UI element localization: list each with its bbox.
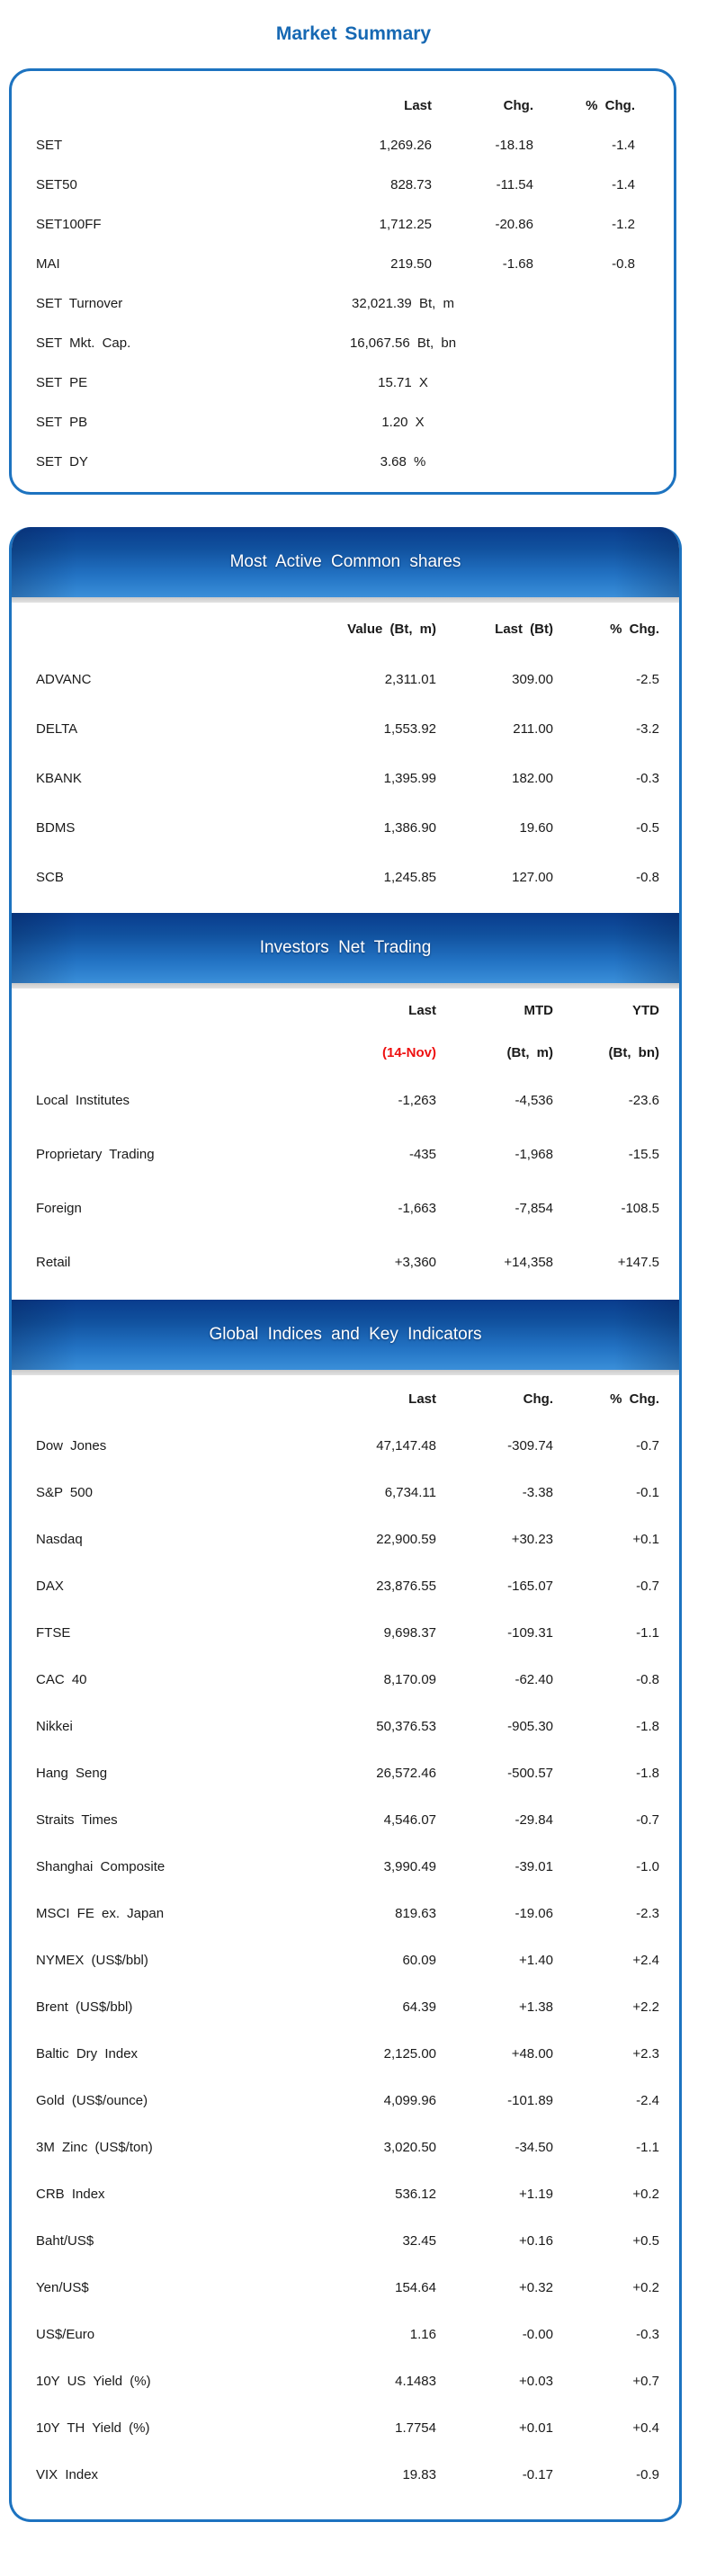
row-label: DAX [36,1578,64,1594]
table-row [12,204,674,244]
table-row [12,2077,679,2124]
cell-chg: +0.16 [519,2232,553,2249]
cell-chg: +0.03 [519,2373,553,2389]
table-row [12,2451,679,2498]
table-row [12,1469,679,1516]
cell-chg: -0.00 [522,2326,553,2342]
table-row [12,2217,679,2264]
cell-pct-chg: -0.3 [636,771,659,786]
row-label: Shanghai Composite [36,1858,166,1874]
cell-last: 828.73 [390,176,432,192]
cell-last: 64.39 [402,1999,436,2015]
row-label: Proprietary Trading [36,1146,155,1162]
table-row [12,1516,679,1562]
row-label: MSCI FE ex. Japan [36,1905,165,1921]
column-subheader-date: (14-Nov) [381,1044,436,1060]
table-row [12,1749,679,1796]
cell-pct-chg: +0.1 [632,1531,659,1547]
row-label: Local Institutes [36,1092,130,1108]
cell-last: 182.00 [512,771,553,786]
cell-pct-chg: +2.4 [632,1952,659,1968]
cell-mtd: -4,536 [515,1092,553,1108]
cell-ytd: -23.6 [628,1092,659,1108]
set-summary-info-rows [12,283,674,481]
cell-last: 6,734.11 [384,1484,436,1500]
cell-chg: -101.89 [507,2092,553,2108]
set-summary-box [9,68,676,495]
cell-last: 3,020.50 [383,2139,436,2155]
column-header-last: Last [404,97,432,113]
cell-chg: -0.17 [522,2466,553,2482]
cell-last: 1,269.26 [379,137,432,153]
cell-mtd: -1,968 [515,1146,553,1162]
cell-chg: -905.30 [507,1718,553,1734]
sections-box [9,527,682,2522]
row-label: CAC 40 [36,1671,87,1687]
table-row [12,244,674,283]
most-active-rows [12,655,679,913]
cell-chg: +0.01 [519,2419,553,2436]
table-row [12,2124,679,2170]
cell-pct-chg: -1.1 [636,1624,659,1641]
cell-last: 23,876.55 [376,1578,436,1594]
table-row [12,323,674,362]
cell-chg: -20.86 [495,216,533,232]
table-row [12,1843,679,1890]
cell-pct-chg: -1.8 [636,1765,659,1781]
cell-ytd: -15.5 [628,1146,659,1162]
row-label: FTSE [36,1624,71,1641]
investors-section-header [9,913,682,983]
row-label: S&P 500 [36,1484,93,1500]
cell-chg: +0.32 [519,2279,553,2295]
row-label: Baltic Dry Index [36,2045,139,2062]
cell-pct-chg: -2.4 [636,2092,659,2108]
row-label: SET DY [36,453,88,470]
cell-chg: -62.40 [515,1671,553,1687]
section-title: Investors Net Trading [259,938,432,957]
table-row [12,803,679,853]
cell-ytd: -108.5 [621,1200,659,1216]
row-label: VIX Index [36,2466,99,2482]
investors-header-row-2 [12,1032,679,1073]
row-label: SET [36,137,63,153]
cell-chg: -3.38 [522,1484,553,1500]
table-row [12,283,674,323]
column-header-pct-chg: % Chg. [586,97,635,113]
column-header-last: Last (Bt) [495,621,553,637]
table-row [12,1656,679,1703]
cell-last: 50,376.53 [376,1718,436,1734]
cell-chg: +30.23 [511,1531,553,1547]
cell-pct-chg: -1.4 [612,176,635,192]
cell-pct-chg: -0.7 [636,1437,659,1453]
cell-pct-chg: -1.2 [612,216,635,232]
cell-chg: -309.74 [507,1437,553,1453]
table-row [12,1127,679,1181]
row-label: 10Y TH Yield (%) [36,2419,150,2436]
row-label: Hang Seng [36,1765,108,1781]
cell-chg: -19.06 [515,1905,553,1921]
cell-pct-chg: +0.2 [632,2279,659,2295]
cell-pct-chg: -0.1 [636,1484,659,1500]
cell-last: 47,147.48 [376,1437,436,1453]
cell-pct-chg: -0.7 [636,1811,659,1828]
row-label: SET Mkt. Cap. [36,335,131,351]
table-row [12,1796,679,1843]
row-label: ADVANC [36,672,92,687]
cell-last: 19.60 [519,820,553,836]
cell-pct-chg: -0.8 [612,255,635,272]
cell-last: 4.1483 [395,2373,436,2389]
table-row [12,2264,679,2311]
column-header-last: Last [408,1391,436,1407]
cell-last: 1.7754 [395,2419,436,2436]
column-header-ytd: YTD [632,1002,659,1018]
column-subheader-mtd-unit: (Bt, m) [506,1044,553,1060]
table-row [12,125,674,165]
cell-value: 1,395.99 [383,771,436,786]
cell-pct-chg: -2.5 [636,672,659,687]
row-label: MAI [36,255,60,272]
cell-value: 32,021.39 Bt, m [352,295,454,311]
row-label: SET Turnover [36,295,123,311]
row-label: SET PE [36,374,88,390]
cell-pct-chg: -1.1 [636,2139,659,2155]
cell-pct-chg: -0.8 [636,1671,659,1687]
cell-pct-chg: -1.8 [636,1718,659,1734]
table-row [12,402,674,442]
cell-last: 26,572.46 [376,1765,436,1781]
cell-last: 4,099.96 [383,2092,436,2108]
table-row [12,2357,679,2404]
cell-last: 536.12 [395,2186,436,2202]
cell-chg: +1.38 [519,1999,553,2015]
row-label: Nikkei [36,1718,73,1734]
cell-chg: -109.31 [507,1624,553,1641]
table-row [12,1073,679,1127]
cell-pct-chg: +2.2 [632,1999,659,2015]
cell-value: 1,245.85 [383,870,436,885]
cell-last: 4,546.07 [383,1811,436,1828]
row-label: Dow Jones [36,1437,107,1453]
cell-pct-chg: +0.5 [632,2232,659,2249]
cell-pct-chg: +0.4 [632,2419,659,2436]
column-header-pct-chg: % Chg. [610,1391,659,1407]
row-label: SCB [36,870,64,885]
table-row [12,2170,679,2217]
cell-pct-chg: -0.8 [636,870,659,885]
table-row [12,1422,679,1469]
cell-mtd: +14,358 [504,1254,553,1270]
cell-chg: +48.00 [511,2045,553,2062]
global-indices-rows [12,1422,679,2519]
cell-chg: -11.54 [496,176,533,192]
set-summary-header-row [12,85,674,125]
table-row [12,704,679,754]
table-row [12,1703,679,1749]
most-active-section-header [9,527,682,597]
global-indices-header-row [12,1375,679,1422]
column-header-chg: Chg. [503,97,533,113]
cell-last: 22,900.59 [376,1531,436,1547]
cell-value: 2,311.01 [384,672,436,687]
table-row [12,1890,679,1936]
row-label: 3M Zinc (US$/ton) [36,2139,153,2155]
cell-last: 219.50 [390,255,432,272]
row-label: SET50 [36,176,77,192]
table-row [12,362,674,402]
row-label: 10Y US Yield (%) [36,2373,151,2389]
cell-last: 309.00 [512,672,553,687]
table-row [12,442,674,481]
cell-last: -1,663 [398,1200,436,1216]
cell-last: 32.45 [402,2232,436,2249]
cell-chg: -500.57 [507,1765,553,1781]
cell-last: 819.63 [395,1905,436,1921]
cell-last: +3,360 [394,1254,436,1270]
cell-last: 211.00 [513,721,553,737]
cell-pct-chg: +0.2 [632,2186,659,2202]
cell-pct-chg: -3.2 [636,721,659,737]
global-indices-section-header [9,1300,682,1370]
investors-rows [12,1073,679,1300]
column-header-pct-chg: % Chg. [610,621,659,637]
table-row [12,1562,679,1609]
table-row [12,1936,679,1983]
cell-pct-chg: -1.4 [612,137,635,153]
investors-header-row-1 [12,988,679,1032]
row-label: SET PB [36,414,88,430]
table-row [12,1609,679,1656]
cell-last: 3,990.49 [383,1858,436,1874]
cell-last: -1,263 [398,1092,436,1108]
cell-chg: +1.19 [519,2186,553,2202]
cell-value: 3.68 % [380,453,426,470]
cell-pct-chg: -2.3 [636,1905,659,1921]
cell-pct-chg: -0.5 [636,820,659,836]
cell-pct-chg: -0.9 [636,2466,659,2482]
cell-last: 60.09 [402,1952,436,1968]
cell-ytd: +147.5 [617,1254,659,1270]
cell-value: 1.20 X [381,414,425,430]
row-label: DELTA [36,721,78,737]
cell-last: 8,170.09 [383,1671,436,1687]
row-label: Baht/US$ [36,2232,94,2249]
column-subheader-ytd-unit: (Bt, bn) [608,1044,659,1060]
table-row [12,1983,679,2030]
cell-last: 154.64 [395,2279,436,2295]
cell-chg: -1.68 [502,255,533,272]
cell-value: 1,386.90 [383,820,436,836]
cell-last: 2,125.00 [383,2045,436,2062]
column-header-last: Last [408,1002,436,1018]
set-summary-rows [12,125,674,283]
table-row [12,754,679,803]
row-label: NYMEX (US$/bbl) [36,1952,148,1968]
column-header-mtd: MTD [524,1002,553,1018]
page-title: Market Summary [275,23,432,44]
table-row [12,2311,679,2357]
cell-value: 16,067.56 Bt, bn [349,335,457,351]
table-row [12,853,679,902]
market-summary-page [0,23,707,2522]
cell-chg: -165.07 [507,1578,553,1594]
table-row [12,165,674,204]
cell-pct-chg: -0.7 [636,1578,659,1594]
row-label: Yen/US$ [36,2279,89,2295]
row-label: Nasdaq [36,1531,83,1547]
cell-chg: -34.50 [515,2139,553,2155]
cell-pct-chg: -0.3 [636,2326,659,2342]
column-header-value: Value (Bt, m) [347,621,436,637]
cell-value: 15.71 X [378,374,428,390]
cell-last: -435 [408,1146,436,1162]
row-label: Retail [36,1254,71,1270]
cell-chg: +1.40 [519,1952,553,1968]
row-label: CRB Index [36,2186,105,2202]
table-row [12,2404,679,2451]
cell-value: 1,553.92 [383,721,436,737]
cell-last: 127.00 [512,870,553,885]
section-title: Global Indices and Key Indicators [209,1325,482,1344]
most-active-header-row [12,603,679,655]
cell-pct-chg: +2.3 [632,2045,659,2062]
table-row [12,2030,679,2077]
table-row [12,1181,679,1235]
cell-last: 19.83 [402,2466,436,2482]
row-label: US$/Euro [36,2326,95,2342]
cell-last: 1.16 [409,2326,436,2342]
cell-pct-chg: +0.7 [632,2373,659,2389]
row-label: BDMS [36,820,76,836]
cell-last: 9,698.37 [383,1624,436,1641]
cell-chg: -29.84 [515,1811,553,1828]
cell-last: 1,712.25 [379,216,432,232]
section-title: Most Active Common shares [229,552,461,571]
cell-pct-chg: -1.0 [636,1858,659,1874]
row-label: Brent (US$/bbl) [36,1999,133,2015]
row-label: SET100FF [36,216,102,232]
cell-chg: -18.18 [495,137,533,153]
row-label: Straits Times [36,1811,118,1828]
cell-mtd: -7,854 [515,1200,553,1216]
row-label: Gold (US$/ounce) [36,2092,148,2108]
table-row [12,655,679,704]
row-label: Foreign [36,1200,82,1216]
table-row [12,1235,679,1289]
cell-chg: -39.01 [515,1858,553,1874]
row-label: KBANK [36,771,82,786]
column-header-chg: Chg. [523,1391,553,1407]
